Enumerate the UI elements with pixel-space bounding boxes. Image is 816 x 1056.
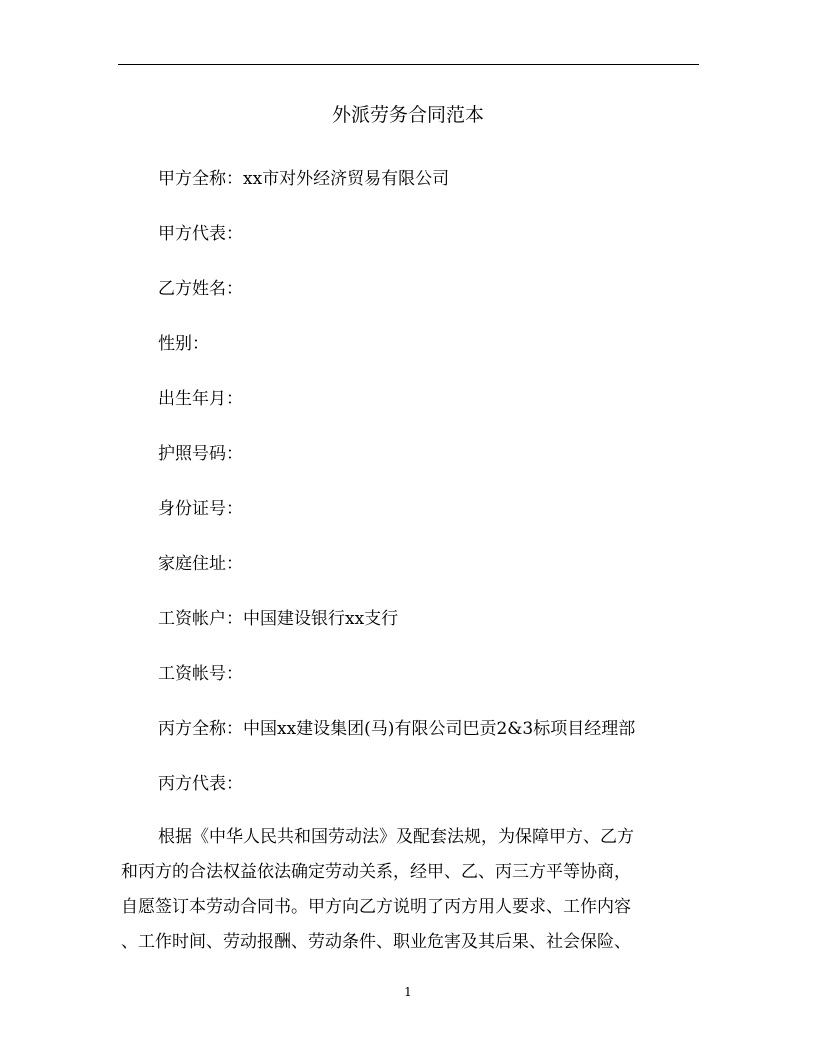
field-party-a-name (158, 167, 449, 191)
body-paragraph-line: 根据《中华人民共和国劳动法》及配套法规，为保障甲方、乙方 (158, 827, 634, 847)
field-label: 性别： (158, 334, 209, 354)
field-party-a-representative (158, 222, 243, 246)
field-passport-number (158, 442, 243, 466)
field-salary-bank (158, 607, 398, 631)
field-label: 工资帐号： (158, 664, 243, 684)
field-home-address (158, 552, 243, 576)
body-paragraph-line: 、工作时间、劳动报酬、劳动条件、职业危害及其后果、社会保险、 (121, 932, 631, 952)
body-paragraph-line: 和丙方的合法权益依法确定劳动关系，经甲、乙、丙三方平等协商， (121, 862, 631, 882)
field-label: 甲方代表： (158, 224, 243, 244)
field-value: 中国xx建设集团(马)有限公司巴贡2&3标项目经理部 (243, 719, 636, 739)
field-gender (158, 332, 209, 356)
field-label: 出生年月： (158, 389, 243, 409)
field-label: 乙方姓名： (158, 279, 243, 299)
header-rule (118, 64, 699, 65)
field-party-c-representative (158, 772, 243, 796)
field-label: 甲方全称： (158, 169, 243, 189)
field-value: xx市对外经济贸易有限公司 (243, 169, 450, 189)
page-number: 1 (404, 985, 412, 999)
field-label: 护照号码： (158, 444, 243, 464)
field-label: 丙方代表： (158, 774, 243, 794)
field-value: 中国建设银行xx支行 (243, 609, 399, 629)
field-birth-date (158, 387, 243, 411)
field-label: 家庭住址： (158, 554, 243, 574)
field-party-c-name (158, 717, 635, 741)
field-label: 身份证号： (158, 499, 243, 519)
field-party-b-name (158, 277, 243, 301)
field-id-number (158, 497, 243, 521)
field-salary-account (158, 662, 243, 686)
body-paragraph-line: 自愿签订本劳动合同书。甲方向乙方说明了丙方用人要求、工作内容 (121, 897, 631, 917)
field-label: 丙方全称： (158, 719, 243, 739)
field-label: 工资帐户： (158, 609, 243, 629)
document-title: 外派劳务合同范本 (331, 104, 484, 126)
